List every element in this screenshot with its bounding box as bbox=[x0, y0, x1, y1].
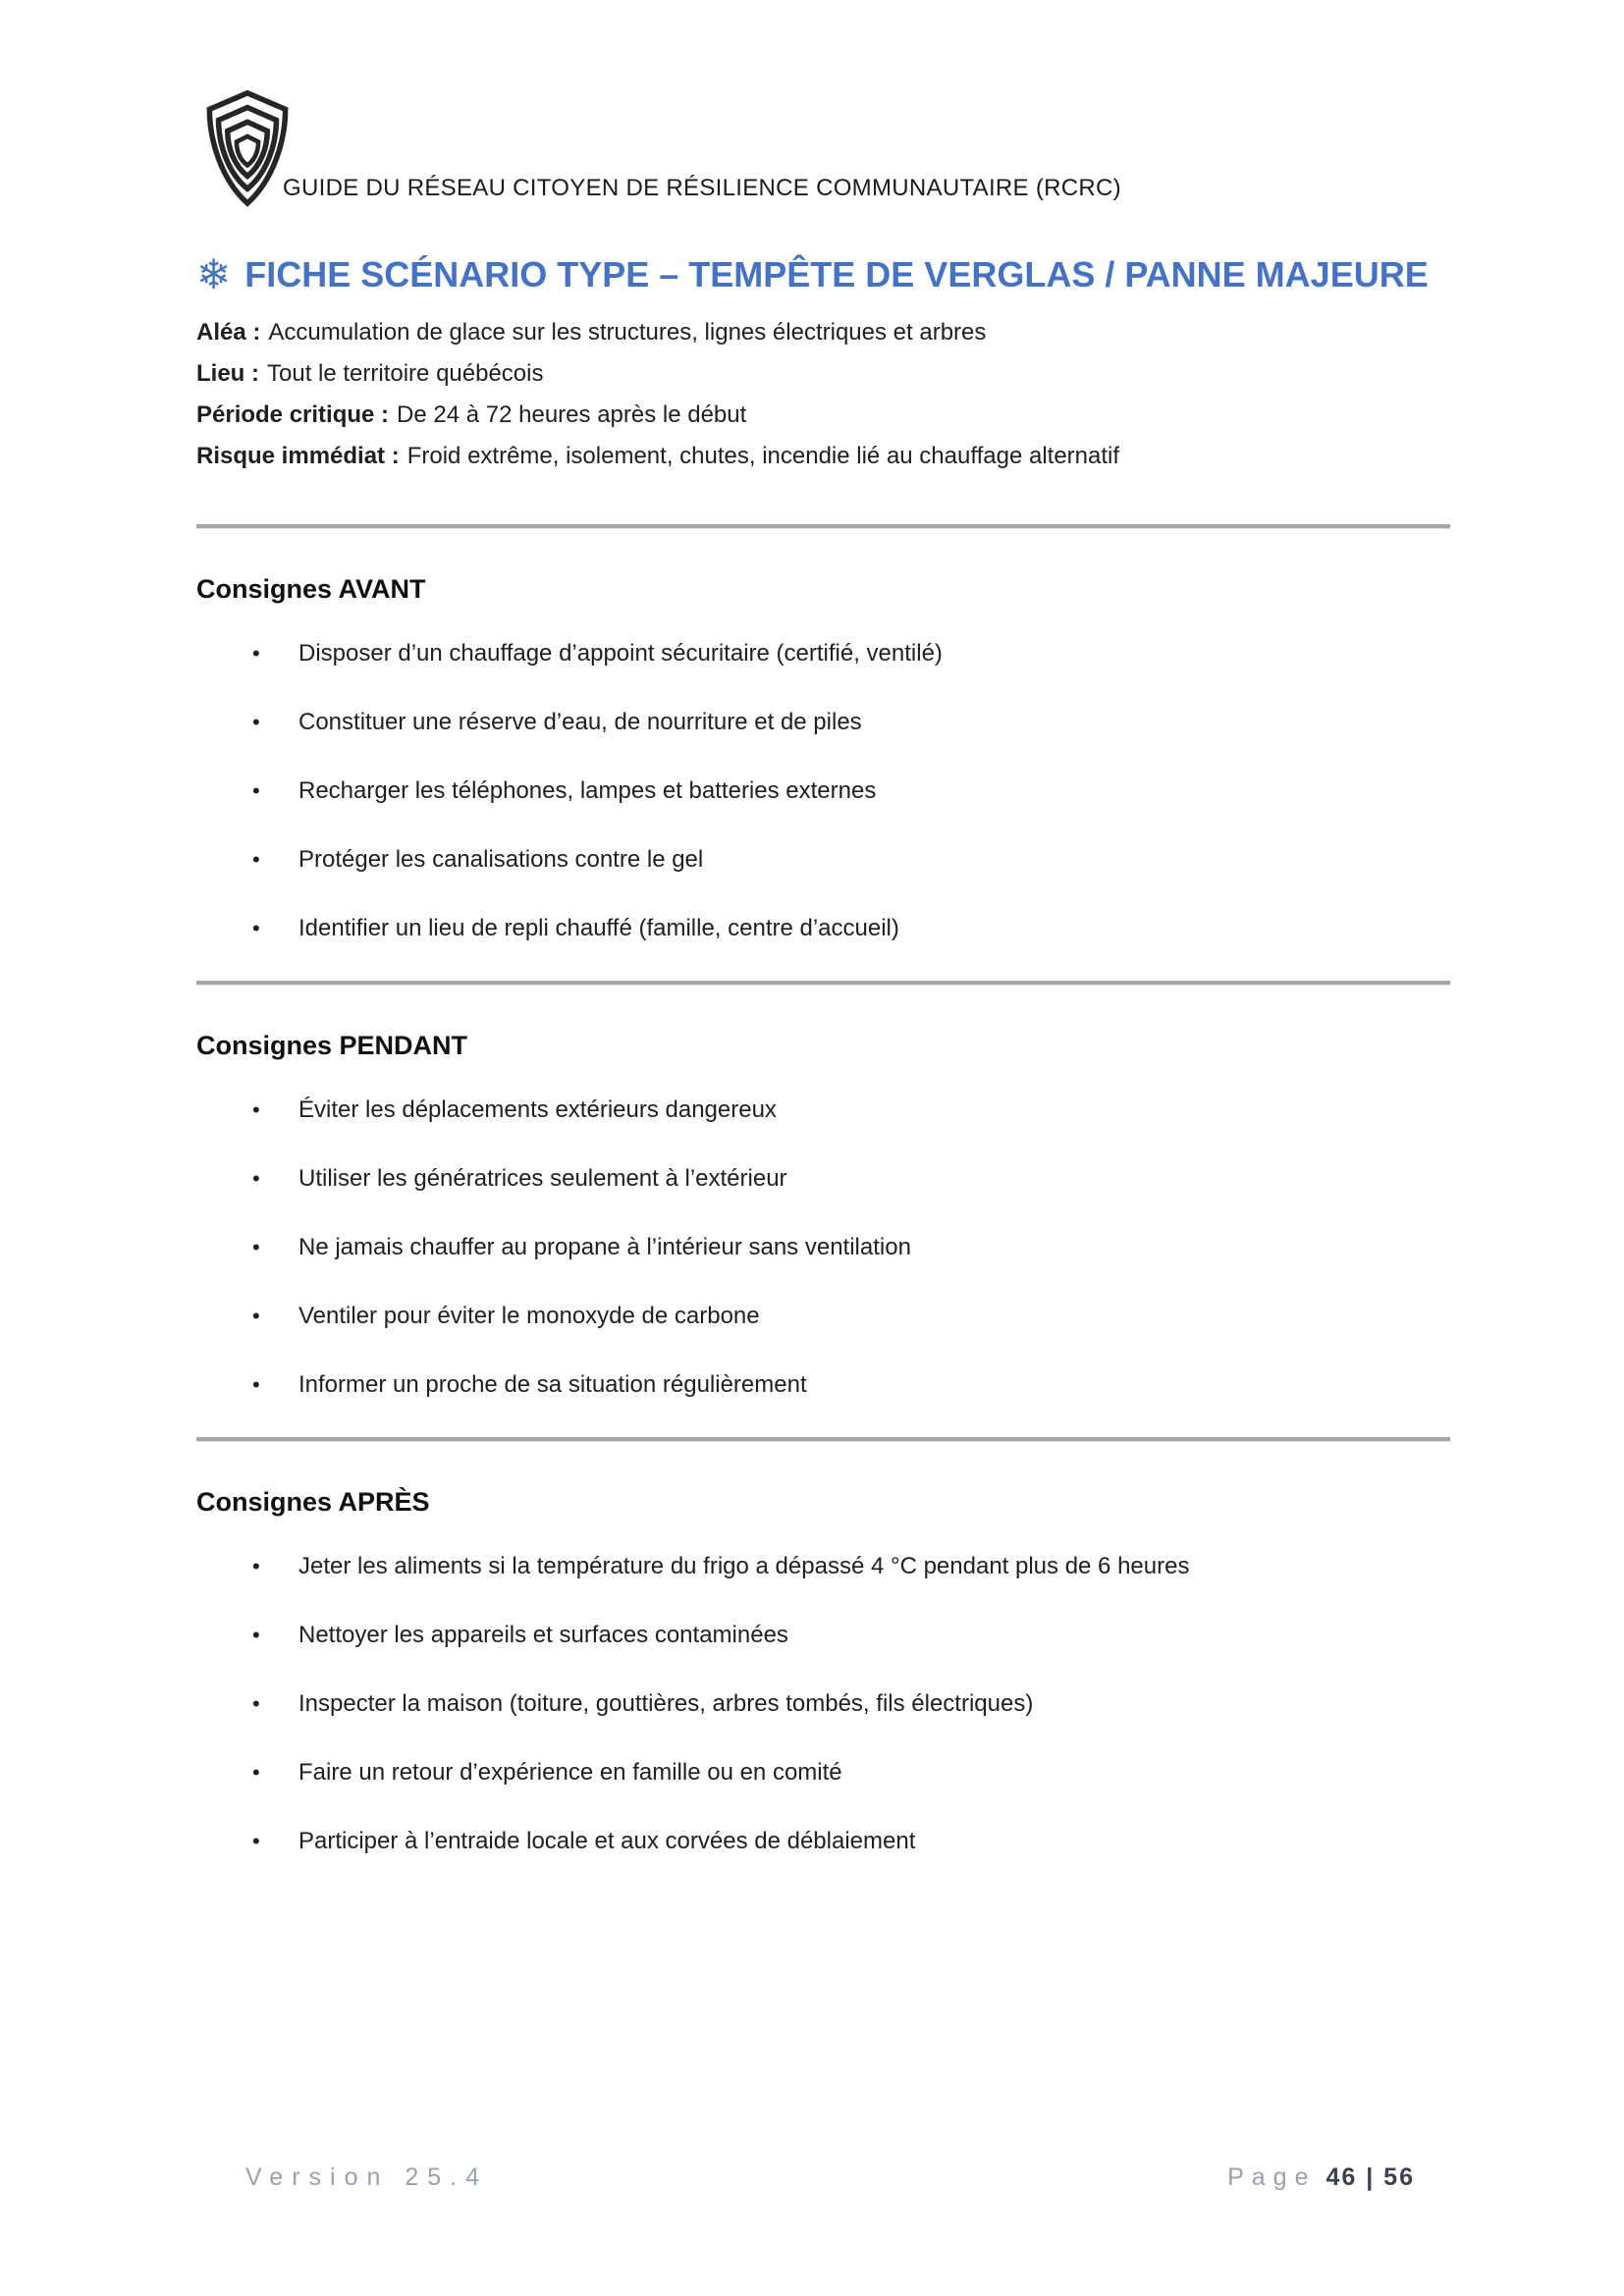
meta-value: Tout le territoire québécois bbox=[267, 360, 544, 387]
list-item bbox=[252, 912, 1450, 945]
bullet-text: Identifier un lieu de repli chauffé (famille, centre d’accueil) bbox=[298, 915, 899, 941]
bullet-dot: • bbox=[252, 641, 260, 666]
meta-label: Aléa : bbox=[196, 319, 261, 346]
bullet-text: Disposer d’un chauffage d’appoint sécuritaire (certifié, ventilé) bbox=[298, 640, 943, 667]
meta-block bbox=[196, 312, 1450, 477]
page-title bbox=[196, 251, 1450, 298]
bullet-text: Constituer une réserve d’eau, de nourriture et de piles bbox=[298, 709, 862, 735]
bullet-text: Utiliser les génératrices seulement à l’extérieur bbox=[298, 1165, 787, 1192]
footer-page bbox=[1227, 2163, 1415, 2192]
bullet-text: Participer à l’entraide locale et aux corvées de déblaiement bbox=[298, 1828, 916, 1854]
bullet-dot: • bbox=[252, 1097, 260, 1122]
meta-value: De 24 à 72 heures après le début bbox=[397, 401, 747, 428]
bullet-text: Ne jamais chauffer au propane à l’intérieur sans ventilation bbox=[298, 1234, 911, 1260]
list-item bbox=[252, 1619, 1450, 1652]
list-item bbox=[252, 1300, 1450, 1333]
section-divider bbox=[196, 1437, 1450, 1442]
section-heading-pendant: Consignes PENDANT bbox=[196, 1031, 468, 1060]
bullet-dot: • bbox=[252, 778, 260, 803]
list-item bbox=[252, 1368, 1450, 1402]
page-content bbox=[196, 0, 1450, 1894]
document-header-title: GUIDE DU RÉSEAU CITOYEN DE RÉSILIENCE COMMUNAUTAIRE (RCRC) bbox=[283, 175, 1121, 201]
bullet-dot: • bbox=[252, 1304, 260, 1328]
bullet-text: Faire un retour d’expérience en famille ou en comité bbox=[298, 1759, 842, 1786]
bullet-text: Ventiler pour éviter le monoxyde de carbone bbox=[298, 1303, 760, 1329]
list-item bbox=[252, 1756, 1450, 1789]
bullet-dot: • bbox=[252, 1760, 260, 1785]
list-item bbox=[252, 637, 1450, 670]
meta-label: Période critique : bbox=[196, 401, 390, 428]
bullet-list-pendant bbox=[196, 1094, 1450, 1402]
bullet-dot: • bbox=[252, 1235, 260, 1259]
bullet-dot: • bbox=[252, 1166, 260, 1191]
bullet-text: Nettoyer les appareils et surfaces contaminées bbox=[298, 1622, 788, 1648]
footer-version: Version 25.4 bbox=[245, 2163, 488, 2191]
document-footer bbox=[245, 2163, 1415, 2192]
snowflake-icon: ❄ bbox=[196, 251, 232, 297]
bullet-dot: • bbox=[252, 710, 260, 734]
section-heading-apres: Consignes APRÈS bbox=[196, 1487, 430, 1517]
bullet-text: Inspecter la maison (toiture, gouttières, arbres tombés, fils électriques) bbox=[298, 1690, 1034, 1717]
list-item bbox=[252, 774, 1450, 808]
list-item bbox=[252, 1687, 1450, 1721]
section-divider bbox=[196, 981, 1450, 986]
list-item bbox=[252, 843, 1450, 877]
bullet-dot: • bbox=[252, 1554, 260, 1578]
meta-line-risque-immediat bbox=[196, 436, 1450, 477]
footer-page-label: Page bbox=[1227, 2163, 1317, 2191]
meta-value: Accumulation de glace sur les structures, lignes électriques et arbres bbox=[268, 319, 987, 346]
meta-label: Risque immédiat : bbox=[196, 443, 400, 469]
bullet-dot: • bbox=[252, 1623, 260, 1647]
meta-value: Froid extrême, isolement, chutes, incendie lié au chauffage alternatif bbox=[406, 443, 1120, 469]
document-header bbox=[196, 86, 1450, 208]
list-item bbox=[252, 1825, 1450, 1858]
bullet-list-avant bbox=[196, 637, 1450, 945]
bullet-dot: • bbox=[252, 847, 260, 872]
bullet-dot: • bbox=[252, 1829, 260, 1853]
meta-line-periode-critique bbox=[196, 395, 1450, 436]
bullet-dot: • bbox=[252, 1372, 260, 1397]
bullet-text: Jeter les aliments si la température du frigo a dépassé 4 °C pendant plus de 6 heures bbox=[298, 1553, 1190, 1579]
bullet-list-apres bbox=[196, 1550, 1450, 1858]
bullet-text: Protéger les canalisations contre le gel bbox=[298, 846, 704, 873]
meta-line-lieu bbox=[196, 353, 1450, 395]
section-divider bbox=[196, 524, 1450, 529]
list-item bbox=[252, 706, 1450, 739]
list-item bbox=[252, 1550, 1450, 1583]
list-item bbox=[252, 1231, 1450, 1264]
bullet-text: Informer un proche de sa situation régulièrement bbox=[298, 1371, 807, 1398]
bullet-dot: • bbox=[252, 1691, 260, 1716]
footer-page-number: 46 | 56 bbox=[1326, 2163, 1415, 2191]
list-item bbox=[252, 1094, 1450, 1127]
page-title-text: FICHE SCÉNARIO TYPE – TEMPÊTE DE VERGLAS / PANNE MAJEURE bbox=[244, 254, 1429, 294]
bullet-text: Éviter les déplacements extérieurs dangereux bbox=[298, 1096, 777, 1123]
bullet-dot: • bbox=[252, 916, 260, 940]
list-item bbox=[252, 1162, 1450, 1196]
shield-logo-icon bbox=[202, 86, 293, 208]
bullet-text: Recharger les téléphones, lampes et batteries externes bbox=[298, 777, 877, 804]
meta-line-alea bbox=[196, 312, 1450, 353]
section-heading-avant: Consignes AVANT bbox=[196, 574, 426, 604]
meta-label: Lieu : bbox=[196, 360, 259, 387]
